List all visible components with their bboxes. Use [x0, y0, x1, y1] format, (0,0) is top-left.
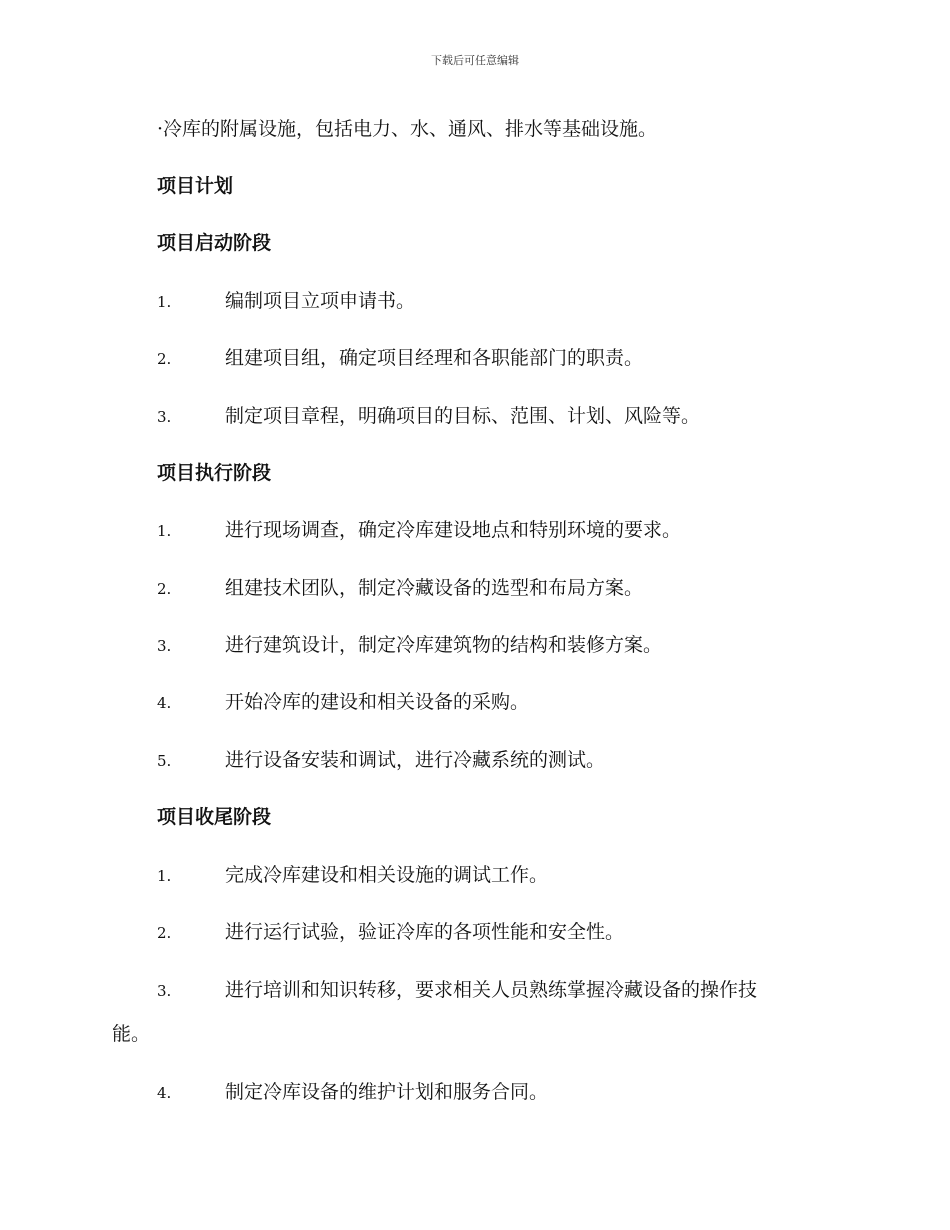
list-item-text: 进行建筑设计，制定冷库建筑物的结构和装修方案。 [225, 634, 663, 656]
list-item-number: 2. [157, 924, 172, 942]
list-item-number: 1. [157, 522, 172, 540]
list-item-number: 1. [157, 867, 172, 885]
list-item-number: 4. [157, 694, 172, 712]
list-item-number: 2. [157, 350, 172, 368]
intro-bullet-line: ·冷库的附属设施，包括电力、水、通风、排水等基础设施。 [157, 118, 658, 140]
list-item-number: 3. [157, 637, 172, 655]
list-item-number: 5. [157, 752, 172, 770]
execution-phase-heading: 项目执行阶段 [157, 462, 272, 484]
list-item-number: 1. [157, 293, 172, 311]
list-item-number: 3. [157, 408, 172, 426]
list-item-text: 进行运行试验，验证冷库的各项性能和安全性。 [225, 921, 625, 943]
list-item-number: 4. [157, 1084, 172, 1102]
list-item-text: 进行设备安装和调试，进行冷藏系统的测试。 [225, 749, 606, 771]
startup-phase-heading: 项目启动阶段 [157, 232, 272, 254]
list-item-text: 制定冷库设备的维护计划和服务合同。 [225, 1081, 549, 1103]
list-item-number: 3. [157, 982, 172, 1000]
project-plan-heading: 项目计划 [157, 175, 234, 197]
list-item-text: 完成冷库建设和相关设施的调试工作。 [225, 864, 549, 886]
list-item-text: 开始冷库的建设和相关设备的采购。 [225, 691, 530, 713]
closing-phase-heading: 项目收尾阶段 [157, 806, 272, 828]
list-item-text: 组建技术团队，制定冷藏设备的选型和布局方案。 [225, 577, 644, 599]
list-item-text: 制定项目章程，明确项目的目标、范围、计划、风险等。 [225, 405, 701, 427]
list-item-text: 进行现场调查，确定冷库建设地点和特别环境的要求。 [225, 519, 682, 541]
list-item-text: 进行培训和知识转移，要求相关人员熟练掌握冷藏设备的操作技 [225, 979, 758, 1001]
page-header: 下载后可任意编辑 [431, 54, 519, 67]
list-item-continuation: 能。 [112, 1023, 151, 1045]
list-item-number: 2. [157, 580, 172, 598]
list-item-text: 组建项目组，确定项目经理和各职能部门的职责。 [225, 347, 644, 369]
list-item-text: 编制项目立项申请书。 [225, 290, 416, 312]
